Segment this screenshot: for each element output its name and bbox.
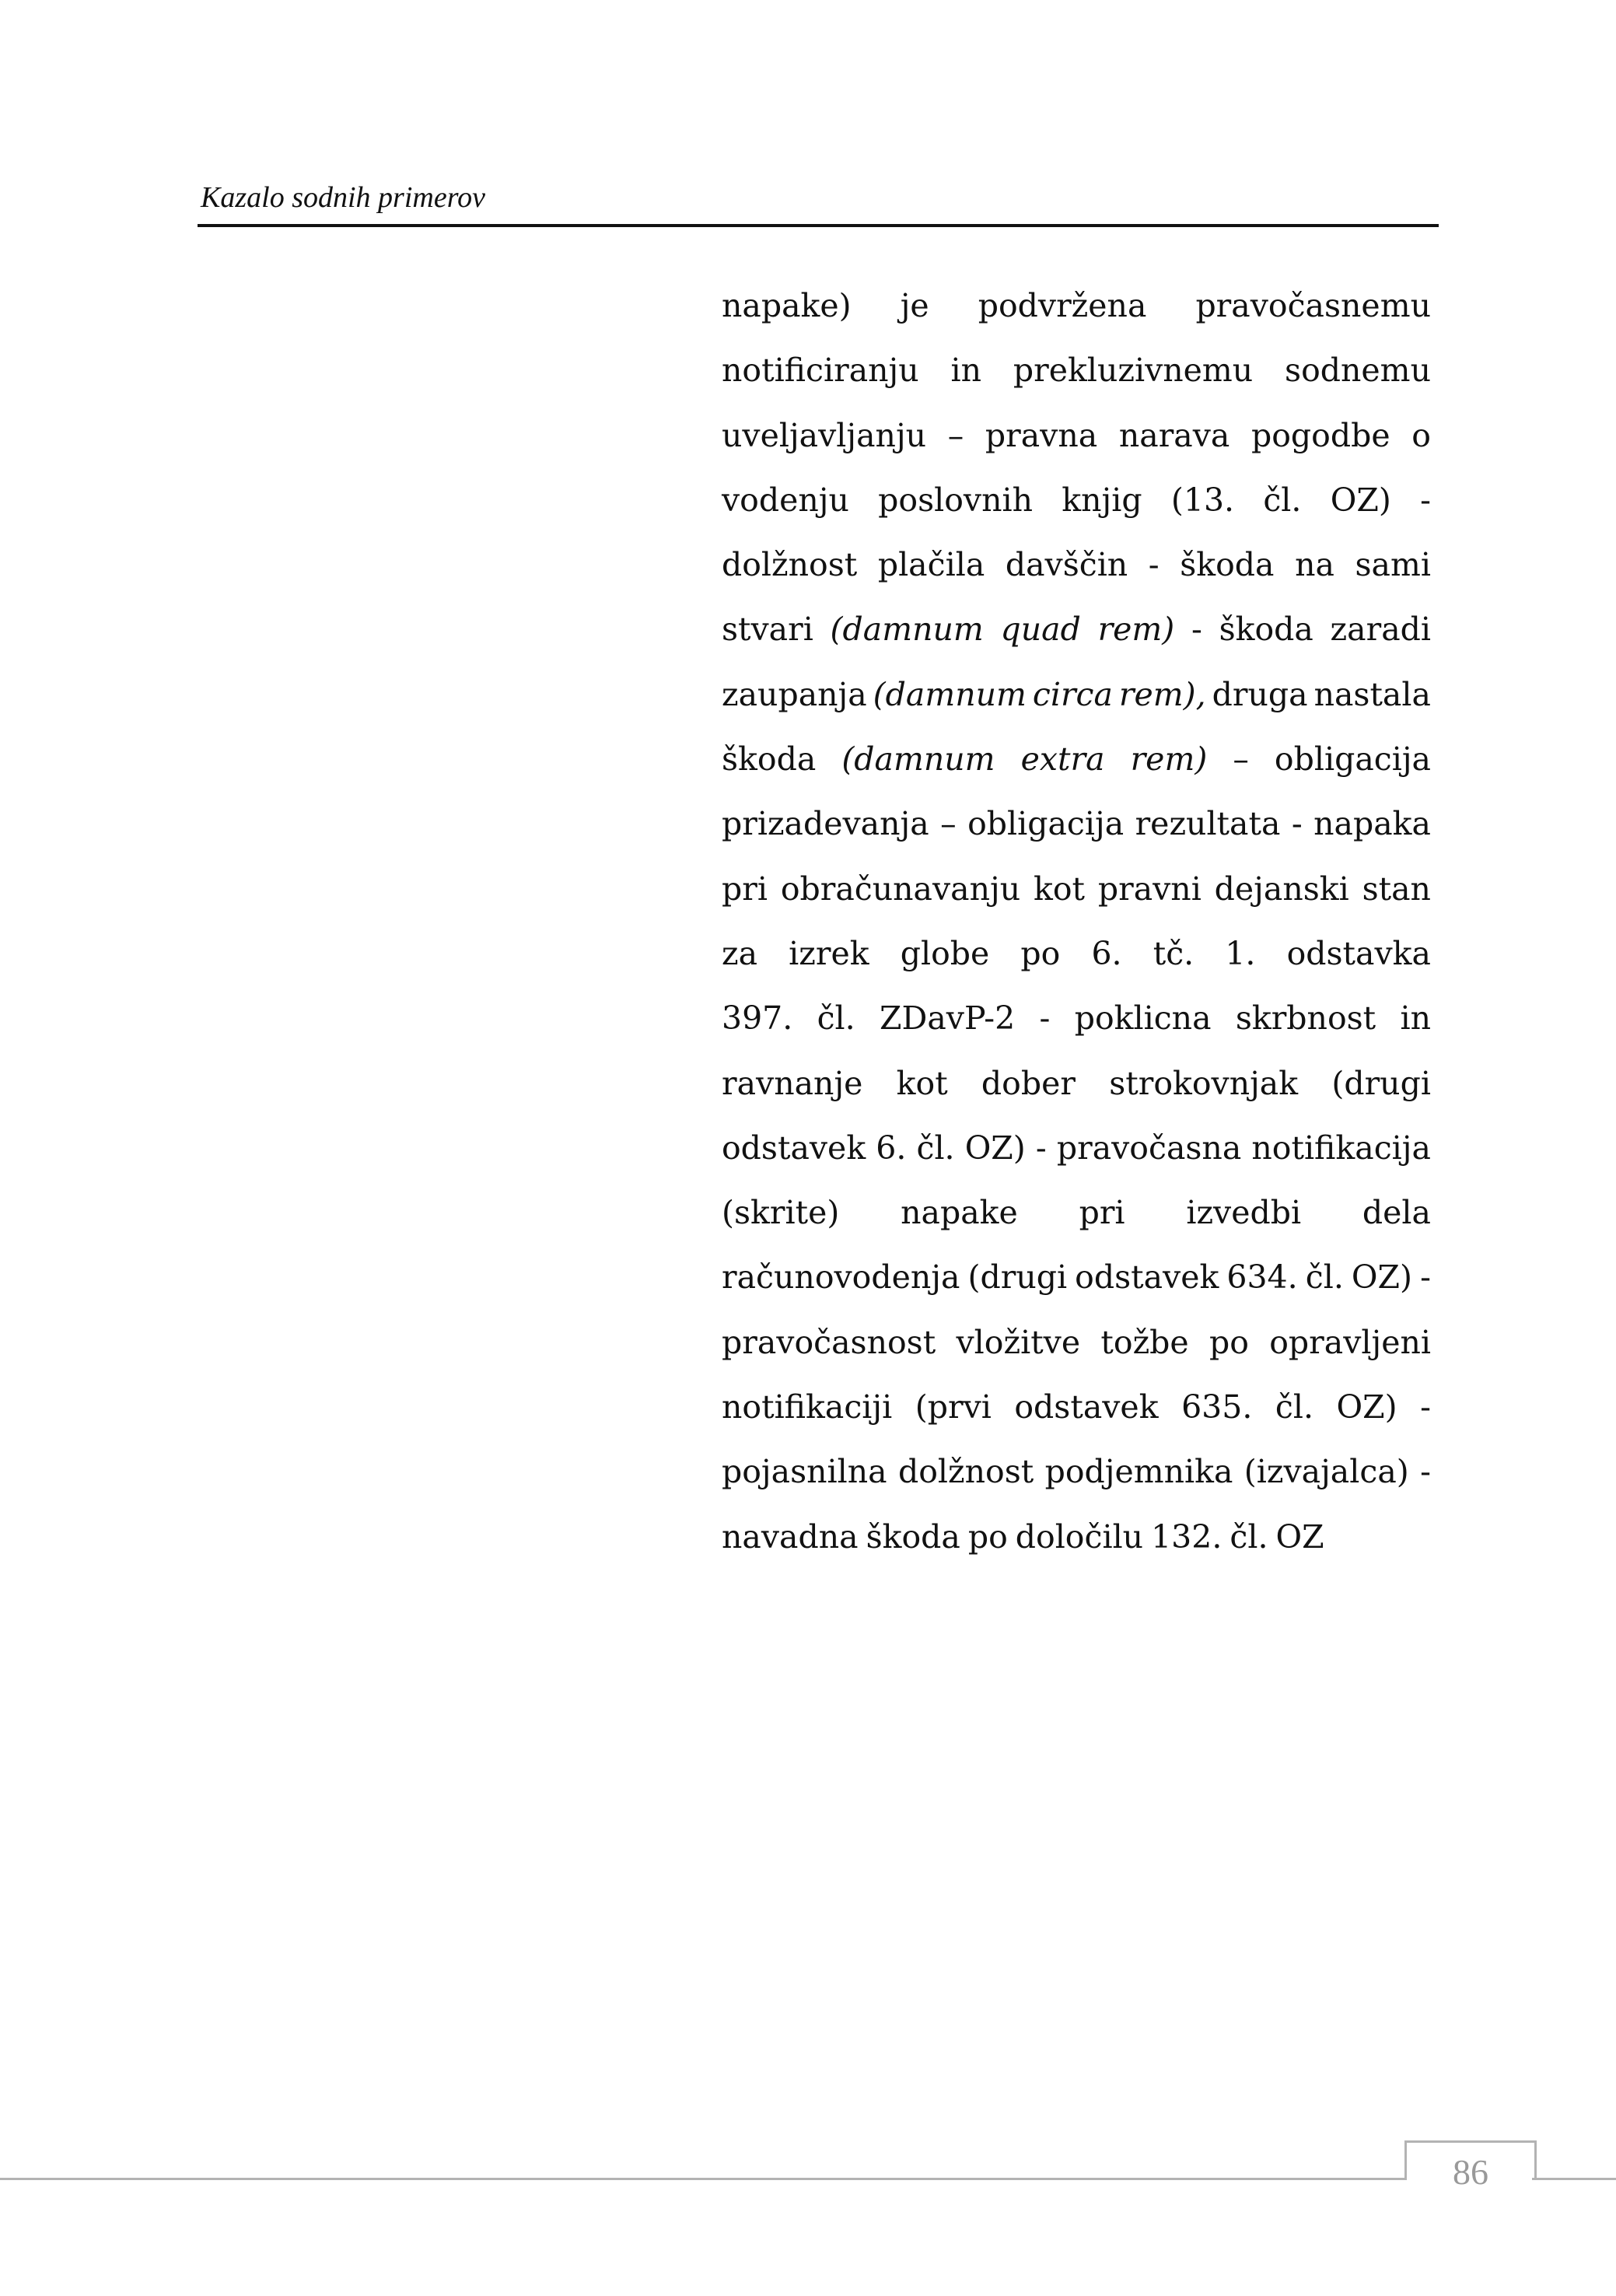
word: prekluzivnemu bbox=[1013, 352, 1254, 390]
word: obligacija bbox=[1274, 740, 1431, 779]
word: strokovnjak bbox=[1109, 1064, 1299, 1102]
word: je bbox=[900, 287, 929, 324]
word: na bbox=[1295, 546, 1334, 584]
word: OZ) bbox=[1330, 481, 1391, 519]
word: navadna bbox=[722, 1517, 859, 1556]
word: opravljeni bbox=[1269, 1323, 1431, 1361]
word: poklicna bbox=[1074, 999, 1212, 1038]
word: 6. bbox=[1091, 934, 1122, 972]
latin-term: extra bbox=[1020, 740, 1105, 779]
text-line bbox=[722, 1375, 1431, 1440]
word: napake) bbox=[722, 287, 852, 324]
word: – bbox=[1233, 740, 1249, 779]
word: - bbox=[1420, 481, 1431, 519]
body-text bbox=[722, 274, 1431, 1570]
running-header: Kazalo sodnih primerov bbox=[201, 181, 485, 214]
word: OZ) bbox=[1351, 1258, 1413, 1297]
word: vložitve bbox=[956, 1323, 1081, 1361]
word: pogodbe bbox=[1251, 416, 1390, 454]
text-line bbox=[722, 1181, 1431, 1245]
word: pravočasna bbox=[1056, 1129, 1242, 1167]
word: (drugi bbox=[967, 1258, 1068, 1297]
word: čl. bbox=[1229, 1517, 1268, 1556]
word: notificiranju bbox=[722, 352, 919, 390]
footer-rule bbox=[0, 2178, 1406, 2180]
word: 1. bbox=[1225, 934, 1256, 972]
word: po bbox=[967, 1517, 1008, 1556]
word: določilu bbox=[1015, 1517, 1144, 1556]
word: notifikacija bbox=[1251, 1129, 1431, 1167]
latin-term: circa bbox=[1032, 675, 1113, 713]
page-number: 86 bbox=[1453, 2152, 1488, 2192]
word: (13. bbox=[1170, 481, 1235, 519]
word: za bbox=[722, 934, 758, 972]
word: obligacija bbox=[967, 805, 1125, 843]
word: pravočasnost bbox=[722, 1323, 936, 1361]
word: nastala bbox=[1313, 675, 1431, 713]
latin-term: (damnum bbox=[841, 740, 995, 779]
latin-term: rem), bbox=[1118, 675, 1206, 713]
word: dela bbox=[1362, 1194, 1431, 1232]
word: škoda bbox=[1180, 546, 1275, 584]
word: in bbox=[1400, 999, 1431, 1038]
word: škoda bbox=[1219, 611, 1313, 649]
word: pravočasnemu bbox=[1195, 287, 1431, 324]
word: globe bbox=[900, 934, 990, 972]
word: druga bbox=[1212, 675, 1308, 713]
header-rule bbox=[198, 224, 1439, 227]
text-line bbox=[722, 1311, 1431, 1375]
text-line bbox=[722, 1505, 1431, 1570]
word: ravnanje bbox=[722, 1064, 863, 1102]
word: vodenju bbox=[722, 481, 849, 519]
word: škoda bbox=[722, 740, 817, 779]
word: davščin bbox=[1005, 546, 1128, 584]
text-line bbox=[722, 404, 1431, 468]
word: OZ) bbox=[1336, 1388, 1397, 1426]
word: (drugi bbox=[1331, 1064, 1431, 1102]
text-line bbox=[722, 1052, 1431, 1116]
latin-term: quad bbox=[1000, 611, 1081, 649]
word: čl. bbox=[1305, 1258, 1344, 1297]
word: po bbox=[1020, 934, 1061, 972]
word: odstavek bbox=[1075, 1258, 1219, 1297]
word: 635. bbox=[1181, 1388, 1253, 1426]
word: – bbox=[947, 416, 964, 454]
latin-term: (damnum bbox=[830, 611, 984, 649]
word: OZ bbox=[1275, 1517, 1324, 1556]
word: pri bbox=[1079, 1194, 1125, 1232]
word: pravna bbox=[985, 416, 1098, 454]
word: zaupanja bbox=[722, 675, 867, 713]
word: 132. bbox=[1151, 1517, 1222, 1556]
word: izrek bbox=[789, 934, 869, 972]
latin-term: (damnum bbox=[873, 675, 1027, 713]
word: - bbox=[1148, 546, 1160, 584]
word: - bbox=[1291, 805, 1303, 843]
latin-term: rem) bbox=[1097, 611, 1175, 649]
word: čl. bbox=[916, 1129, 955, 1167]
word: narava bbox=[1118, 416, 1230, 454]
word: podvržena bbox=[978, 287, 1147, 324]
word: čl. bbox=[817, 999, 855, 1038]
word: (skrite) bbox=[722, 1194, 840, 1232]
word: stvari bbox=[722, 611, 813, 649]
text-line bbox=[722, 857, 1431, 922]
word: poslovnih bbox=[878, 481, 1034, 519]
word: napake bbox=[901, 1194, 1018, 1232]
text-line bbox=[722, 663, 1431, 727]
latin-term: rem) bbox=[1130, 740, 1208, 779]
word: kot bbox=[1033, 870, 1085, 908]
word: pojasnilna bbox=[722, 1453, 887, 1491]
text-line bbox=[722, 727, 1431, 792]
word: in bbox=[950, 352, 982, 390]
word: stan bbox=[1362, 870, 1431, 908]
word: knjig bbox=[1062, 481, 1142, 519]
word: sodnemu bbox=[1285, 352, 1431, 390]
word: – bbox=[940, 805, 957, 843]
word: (izvajalca) bbox=[1243, 1453, 1409, 1491]
word: odstavka bbox=[1286, 934, 1431, 972]
word: tožbe bbox=[1100, 1323, 1189, 1361]
word: sami bbox=[1355, 546, 1431, 584]
word: plačila bbox=[877, 546, 985, 584]
word: dolžnost bbox=[897, 1453, 1034, 1491]
word: o bbox=[1411, 416, 1431, 454]
word: - bbox=[1420, 1453, 1431, 1491]
word: - bbox=[1191, 611, 1202, 649]
word: skrbnost bbox=[1235, 999, 1376, 1038]
word: - bbox=[1039, 999, 1051, 1038]
word: izvedbi bbox=[1186, 1194, 1302, 1232]
word: kot bbox=[896, 1064, 948, 1102]
text-line bbox=[722, 986, 1431, 1051]
word: - bbox=[1035, 1129, 1047, 1167]
footer-rule bbox=[1532, 2178, 1616, 2180]
text-line bbox=[722, 468, 1431, 533]
word: notifikaciji bbox=[722, 1388, 893, 1426]
word: pri bbox=[722, 870, 768, 908]
word: 397. bbox=[722, 999, 793, 1038]
word: čl. bbox=[1263, 481, 1302, 519]
word: odstavek bbox=[722, 1129, 866, 1167]
word: 6. bbox=[876, 1129, 907, 1167]
text-line bbox=[722, 1245, 1431, 1310]
word: zaradi bbox=[1330, 611, 1431, 649]
word: napaka bbox=[1313, 805, 1431, 843]
word: obračunavanju bbox=[780, 870, 1021, 908]
word: tč. bbox=[1153, 934, 1195, 972]
word: - bbox=[1420, 1388, 1431, 1426]
text-line bbox=[722, 533, 1431, 597]
word: (prvi bbox=[915, 1388, 992, 1426]
word: prizadevanja bbox=[722, 805, 929, 843]
word: rezultata bbox=[1135, 805, 1281, 843]
word: uveljavljanju bbox=[722, 416, 927, 454]
word: po bbox=[1209, 1323, 1249, 1361]
text-line bbox=[722, 274, 1431, 338]
text-line bbox=[722, 338, 1431, 403]
word: OZ) bbox=[964, 1129, 1026, 1167]
word: - bbox=[1420, 1258, 1431, 1297]
word: škoda bbox=[866, 1517, 960, 1556]
word: čl. bbox=[1275, 1388, 1313, 1426]
word: dober bbox=[981, 1064, 1076, 1102]
word: podjemnika bbox=[1044, 1453, 1233, 1491]
word: odstavek bbox=[1014, 1388, 1159, 1426]
word: 634. bbox=[1226, 1258, 1298, 1297]
text-line bbox=[722, 1116, 1431, 1181]
word: ZDavP-2 bbox=[880, 999, 1016, 1038]
word: pravni bbox=[1097, 870, 1202, 908]
text-line bbox=[722, 597, 1431, 662]
text-line bbox=[722, 1440, 1431, 1504]
word: računovodenja bbox=[722, 1258, 960, 1297]
word: dejanski bbox=[1214, 870, 1349, 908]
word: dolžnost bbox=[722, 546, 858, 584]
text-line bbox=[722, 922, 1431, 986]
text-line bbox=[722, 792, 1431, 856]
